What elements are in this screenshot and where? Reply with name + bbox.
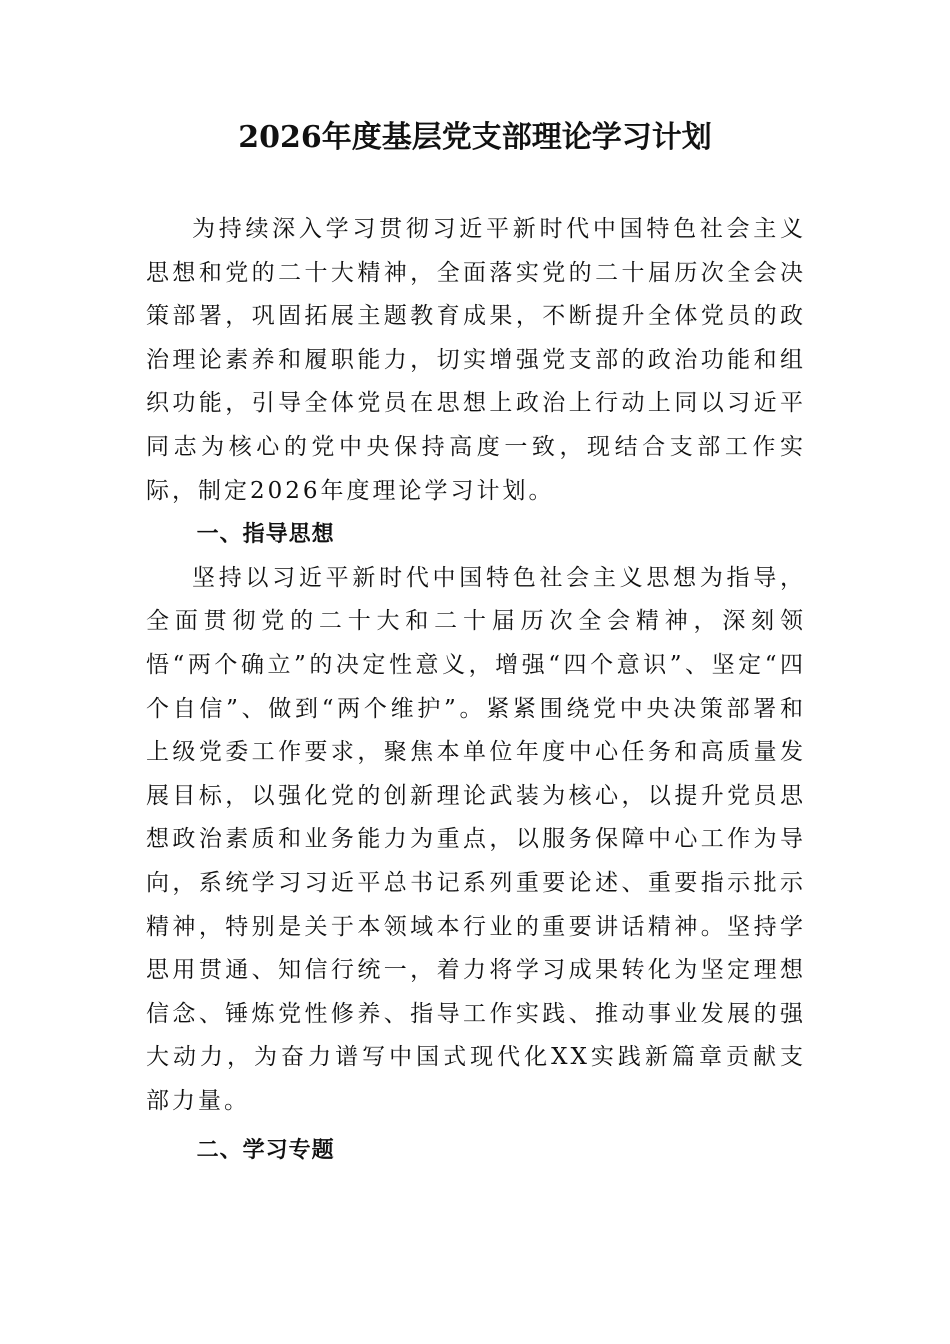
intro-paragraph: 为持续深入学习贯彻习近平新时代中国特色社会主义思想和党的二十大精神，全面落实党的二十届历次全会决策部署，巩固拓展主题教育成果，不断提升全体党员的政治理论素养和履职能力，切实增强党支部的政治功能和组织功能，引导全体党员在思想上政治上行动上同以习近平同志为核心的党中央保持高度一致，现结合支部工作实际，制定2026年度理论学习计划。 xyxy=(146,216,806,504)
section-heading-study-topics: 二、学习专题 xyxy=(196,1138,335,1164)
section-heading-guiding-ideology: 一、指导思想 xyxy=(196,522,335,548)
document-title: 2026年度基层党支部理论学习计划 xyxy=(238,120,712,155)
guiding-ideology-paragraph: 坚持以习近平新时代中国特色社会主义思想为指导，全面贯彻党的二十大和二十届历次全会精神，深刻领悟“两个确立”的决定性意义，增强“四个意识”、坚定“四个自信”、做到“两个维护”。紧紧围绕党中央决策部署和上级党委工作要求，聚焦本单位年度中心任务和高质量发展目标，以强化党的创新理论武装为核心，以提升党员思想政治素质和业务能力为重点，以服务保障中心工作为导向，系统学习习近平总书记系列重要论述、重要指示批示精神，特别是关于本领域本行业的重要讲话精神。坚持学思用贯通、知信行统一，着力将学习成果转化为坚定理想信念、锤炼党性修养、指导工作实践、推动事业发展的强大动力，为奋力谱写中国式现代化XX实践新篇章贡献支部力量。 xyxy=(146,564,806,1114)
document-body xyxy=(146,208,806,1173)
